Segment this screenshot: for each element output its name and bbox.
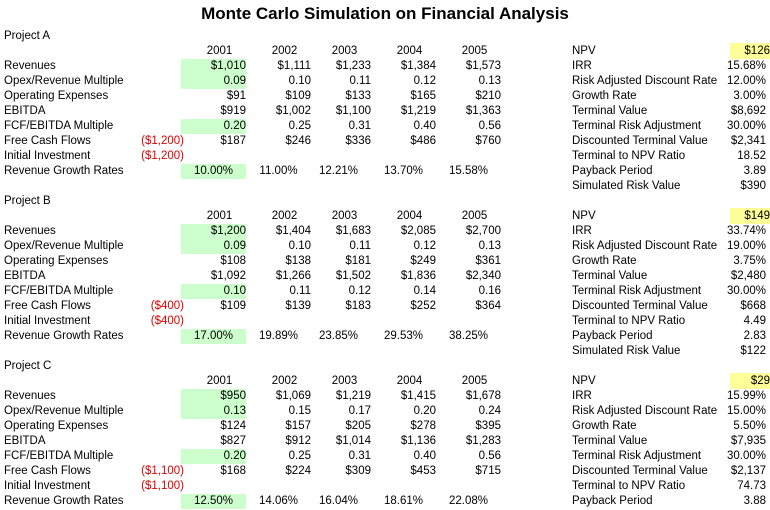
year-header: 2004 — [396, 375, 423, 387]
value-cell: $1,266 — [275, 270, 311, 282]
value-cell: 19.89% — [258, 330, 298, 342]
value-cell: $361 — [475, 255, 501, 267]
value-cell: $187 — [220, 135, 246, 147]
value-cell: $760 — [475, 135, 501, 147]
value-cell: 0.25 — [288, 120, 311, 132]
value-cell: $336 — [345, 135, 371, 147]
row-label: Operating Expenses — [4, 420, 109, 432]
year-header: 2005 — [461, 210, 488, 222]
metric-label: Risk Adjusted Discount Rate — [572, 75, 718, 87]
value-cell: 13.70% — [383, 165, 423, 177]
metric-value: 5.50% — [733, 420, 766, 432]
metric-value: 30.00% — [726, 120, 766, 132]
metric-label: Terminal Risk Adjustment — [572, 120, 702, 132]
value-cell: $108 — [220, 255, 246, 267]
metric-value: 3.75% — [733, 255, 766, 267]
value-cell: 11.00% — [259, 165, 298, 177]
metric-value: $2,341 — [730, 135, 766, 147]
metric-value: 19.00% — [726, 240, 766, 252]
row-label: Revenue Growth Rates — [4, 330, 124, 342]
metric-value: 15.68% — [726, 60, 766, 72]
value-cell: $1,363 — [465, 105, 501, 117]
value-cell: $157 — [285, 420, 311, 432]
project-title: Project A — [4, 30, 51, 42]
value-cell: $1,415 — [400, 390, 436, 402]
value-cell: $139 — [285, 300, 311, 312]
metric-label: Terminal Risk Adjustment — [572, 450, 702, 462]
year-header: 2001 — [206, 210, 233, 222]
year-header: 2004 — [396, 210, 423, 222]
value-cell: 0.17 — [348, 405, 371, 417]
value-cell: 0.15 — [288, 405, 311, 417]
negative-value: ($1,100) — [141, 480, 184, 492]
value-cell: 0.12 — [413, 75, 436, 87]
input-cell: 10.00% — [181, 164, 246, 179]
row-label: FCF/EBITDA Multiple — [4, 450, 114, 462]
value-cell: 0.31 — [348, 450, 371, 462]
project-title: Project B — [4, 195, 51, 207]
metric-label: Risk Adjusted Discount Rate — [572, 405, 718, 417]
metric-value: 74.73 — [737, 480, 766, 492]
value-cell: $1,678 — [465, 390, 501, 402]
value-cell: $1,683 — [335, 225, 371, 237]
value-cell: $309 — [345, 465, 371, 477]
negative-value: ($1,200) — [141, 135, 184, 147]
input-cell: 12.50% — [181, 494, 246, 509]
value-cell: $1,100 — [335, 105, 371, 117]
value-cell: 0.10 — [288, 75, 311, 87]
input-cell: 0.10 — [181, 284, 246, 299]
metric-value: 2.83 — [743, 330, 766, 342]
row-label: Revenues — [4, 60, 56, 72]
project-title: Project C — [4, 360, 52, 372]
year-header: 2001 — [206, 45, 233, 57]
negative-value: ($400) — [150, 315, 184, 327]
value-cell: 0.56 — [478, 450, 501, 462]
metric-label: Terminal Value — [572, 105, 648, 117]
row-label: Revenues — [4, 390, 56, 402]
row-label: Revenue Growth Rates — [4, 165, 124, 177]
year-header: 2002 — [271, 375, 298, 387]
metric-label: Terminal Value — [572, 270, 648, 282]
metric-label: NPV — [572, 375, 596, 387]
value-cell: $165 — [410, 90, 436, 102]
value-cell: 0.13 — [478, 240, 501, 252]
value-cell: $1,283 — [465, 435, 501, 447]
value-cell: $1,233 — [335, 60, 371, 72]
value-cell: 0.11 — [349, 240, 371, 252]
value-cell: $124 — [220, 420, 246, 432]
metric-label: NPV — [572, 45, 596, 57]
npv-value: $149 — [730, 208, 770, 224]
value-cell: 15.58% — [448, 165, 488, 177]
metric-label: Simulated Risk Value — [572, 180, 681, 192]
value-cell: 0.10 — [288, 240, 311, 252]
metric-value: $668 — [740, 300, 766, 312]
year-header: 2005 — [461, 375, 488, 387]
metric-label: IRR — [572, 225, 592, 237]
metric-label: Discounted Terminal Value — [572, 135, 708, 147]
value-cell: $91 — [226, 90, 246, 102]
negative-value: ($400) — [150, 300, 184, 312]
input-cell: $950 — [181, 389, 246, 404]
row-label: Operating Expenses — [4, 90, 109, 102]
value-cell: 0.40 — [413, 120, 436, 132]
row-label: Opex/Revenue Multiple — [4, 405, 124, 417]
metric-value: 3.89 — [743, 165, 766, 177]
metric-value: $122 — [740, 345, 766, 357]
value-cell: $181 — [345, 255, 371, 267]
row-label: FCF/EBITDA Multiple — [4, 120, 114, 132]
metric-value: 33.74% — [726, 225, 766, 237]
value-cell: 0.16 — [478, 285, 501, 297]
value-cell: $395 — [475, 420, 501, 432]
metric-value: 30.00% — [726, 450, 766, 462]
value-cell: $224 — [285, 465, 311, 477]
row-label: Opex/Revenue Multiple — [4, 75, 124, 87]
year-header: 2001 — [206, 375, 233, 387]
year-header: 2005 — [461, 45, 488, 57]
value-cell: $1,573 — [465, 60, 501, 72]
metric-label: IRR — [572, 60, 592, 72]
value-cell: $1,384 — [400, 60, 436, 72]
value-cell: $912 — [285, 435, 311, 447]
value-cell: $168 — [220, 465, 246, 477]
value-cell: $133 — [345, 90, 371, 102]
value-cell: $138 — [285, 255, 311, 267]
input-cell: 0.20 — [181, 449, 246, 464]
value-cell: $1,002 — [275, 105, 311, 117]
metric-label: Discounted Terminal Value — [572, 465, 708, 477]
row-label: Revenues — [4, 225, 56, 237]
row-label: Operating Expenses — [4, 255, 109, 267]
value-cell: $278 — [410, 420, 436, 432]
year-header: 2002 — [271, 45, 298, 57]
metric-value: $7,935 — [730, 435, 766, 447]
metric-label: Growth Rate — [572, 90, 637, 102]
metric-label: Discounted Terminal Value — [572, 300, 708, 312]
value-cell: $249 — [410, 255, 436, 267]
row-label: Free Cash Flows — [4, 300, 91, 312]
metric-value: $2,480 — [730, 270, 766, 282]
value-cell: $1,136 — [400, 435, 436, 447]
metric-value: 15.99% — [726, 390, 766, 402]
npv-value: $126 — [730, 43, 770, 59]
metric-label: Simulated Risk Value — [572, 345, 681, 357]
value-cell: 0.13 — [478, 75, 501, 87]
value-cell: $1,502 — [335, 270, 371, 282]
metric-label: NPV — [572, 210, 596, 222]
value-cell: $715 — [475, 465, 501, 477]
value-cell: $1,404 — [275, 225, 311, 237]
metric-label: IRR — [572, 390, 592, 402]
negative-value: ($1,100) — [141, 465, 184, 477]
metric-label: Payback Period — [572, 495, 653, 507]
value-cell: 0.14 — [413, 285, 436, 297]
value-cell: 0.40 — [413, 450, 436, 462]
value-cell: 38.25% — [448, 330, 488, 342]
metric-label: Terminal to NPV Ratio — [572, 150, 686, 162]
value-cell: $1,014 — [335, 435, 371, 447]
value-cell: $1,092 — [210, 270, 246, 282]
value-cell: $1,069 — [275, 390, 311, 402]
input-cell: $1,200 — [181, 224, 246, 239]
year-header: 2003 — [331, 45, 358, 57]
negative-value: ($1,200) — [141, 150, 184, 162]
input-cell: 0.09 — [181, 239, 246, 254]
value-cell: $205 — [345, 420, 371, 432]
value-cell: 14.06% — [258, 495, 298, 507]
value-cell: $1,111 — [277, 60, 311, 72]
value-cell: 23.85% — [318, 330, 358, 342]
input-cell: $1,010 — [181, 59, 246, 74]
row-label: EBITDA — [4, 270, 46, 282]
input-cell: 17.00% — [181, 329, 246, 344]
value-cell: 0.31 — [348, 120, 371, 132]
value-cell: $1,219 — [400, 105, 436, 117]
row-label: Initial Investment — [4, 480, 91, 492]
value-cell: $2,085 — [400, 225, 436, 237]
value-cell: 29.53% — [383, 330, 423, 342]
metric-label: Risk Adjusted Discount Rate — [572, 240, 718, 252]
row-label: Free Cash Flows — [4, 465, 91, 477]
row-label: EBITDA — [4, 435, 46, 447]
value-cell: $109 — [220, 300, 246, 312]
row-label: EBITDA — [4, 105, 46, 117]
value-cell: $210 — [475, 90, 501, 102]
year-header: 2003 — [331, 210, 358, 222]
metric-value: 3.88 — [743, 495, 766, 507]
metric-value: 30.00% — [726, 285, 766, 297]
metric-label: Growth Rate — [572, 420, 637, 432]
metric-label: Terminal Risk Adjustment — [572, 285, 702, 297]
value-cell: $919 — [220, 105, 246, 117]
row-label: Revenue Growth Rates — [4, 495, 124, 507]
row-label: Initial Investment — [4, 150, 91, 162]
input-cell: 0.09 — [181, 74, 246, 89]
row-label: Initial Investment — [4, 315, 91, 327]
metric-value: $8,692 — [730, 105, 766, 117]
value-cell: 0.12 — [413, 240, 436, 252]
value-cell: $486 — [410, 135, 436, 147]
metric-label: Terminal to NPV Ratio — [572, 315, 686, 327]
metric-label: Payback Period — [572, 330, 653, 342]
year-header: 2004 — [396, 45, 423, 57]
value-cell: 0.25 — [288, 450, 311, 462]
value-cell: $246 — [285, 135, 311, 147]
value-cell: 0.56 — [478, 120, 501, 132]
row-label: Opex/Revenue Multiple — [4, 240, 124, 252]
metric-label: Payback Period — [572, 165, 653, 177]
value-cell: $1,836 — [400, 270, 436, 282]
value-cell: 0.11 — [289, 285, 311, 297]
value-cell: 22.08% — [448, 495, 488, 507]
year-header: 2003 — [331, 375, 358, 387]
value-cell: $183 — [345, 300, 371, 312]
metric-label: Growth Rate — [572, 255, 637, 267]
value-cell: $109 — [285, 90, 311, 102]
value-cell: 0.12 — [348, 285, 371, 297]
value-cell: $827 — [220, 435, 246, 447]
value-cell: 0.24 — [478, 405, 501, 417]
metric-value: 4.49 — [743, 315, 766, 327]
row-label: Free Cash Flows — [4, 135, 91, 147]
value-cell: 18.61% — [383, 495, 423, 507]
value-cell: $2,340 — [465, 270, 501, 282]
value-cell: 16.04% — [318, 495, 358, 507]
value-cell: $364 — [475, 300, 501, 312]
value-cell: 0.20 — [413, 405, 436, 417]
metric-label: Terminal to NPV Ratio — [572, 480, 686, 492]
value-cell: $1,219 — [335, 390, 371, 402]
metric-value: $390 — [740, 180, 766, 192]
metric-value: 18.52 — [737, 150, 766, 162]
value-cell: 0.11 — [349, 75, 371, 87]
value-cell: $453 — [410, 465, 436, 477]
input-cell: 0.20 — [181, 119, 246, 134]
value-cell: $252 — [410, 300, 436, 312]
row-label: FCF/EBITDA Multiple — [4, 285, 114, 297]
metric-value: 12.00% — [726, 75, 766, 87]
value-cell: 12.21% — [318, 165, 358, 177]
year-header: 2002 — [271, 210, 298, 222]
input-cell: 0.13 — [181, 404, 246, 419]
metric-label: Terminal Value — [572, 435, 648, 447]
page-title: Monte Carlo Simulation on Financial Analysis — [201, 4, 569, 23]
metric-value: 3.00% — [733, 90, 766, 102]
value-cell: $2,700 — [465, 225, 501, 237]
metric-value: $2,137 — [730, 465, 766, 477]
metric-value: 15.00% — [726, 405, 766, 417]
npv-value: $29 — [730, 373, 770, 389]
